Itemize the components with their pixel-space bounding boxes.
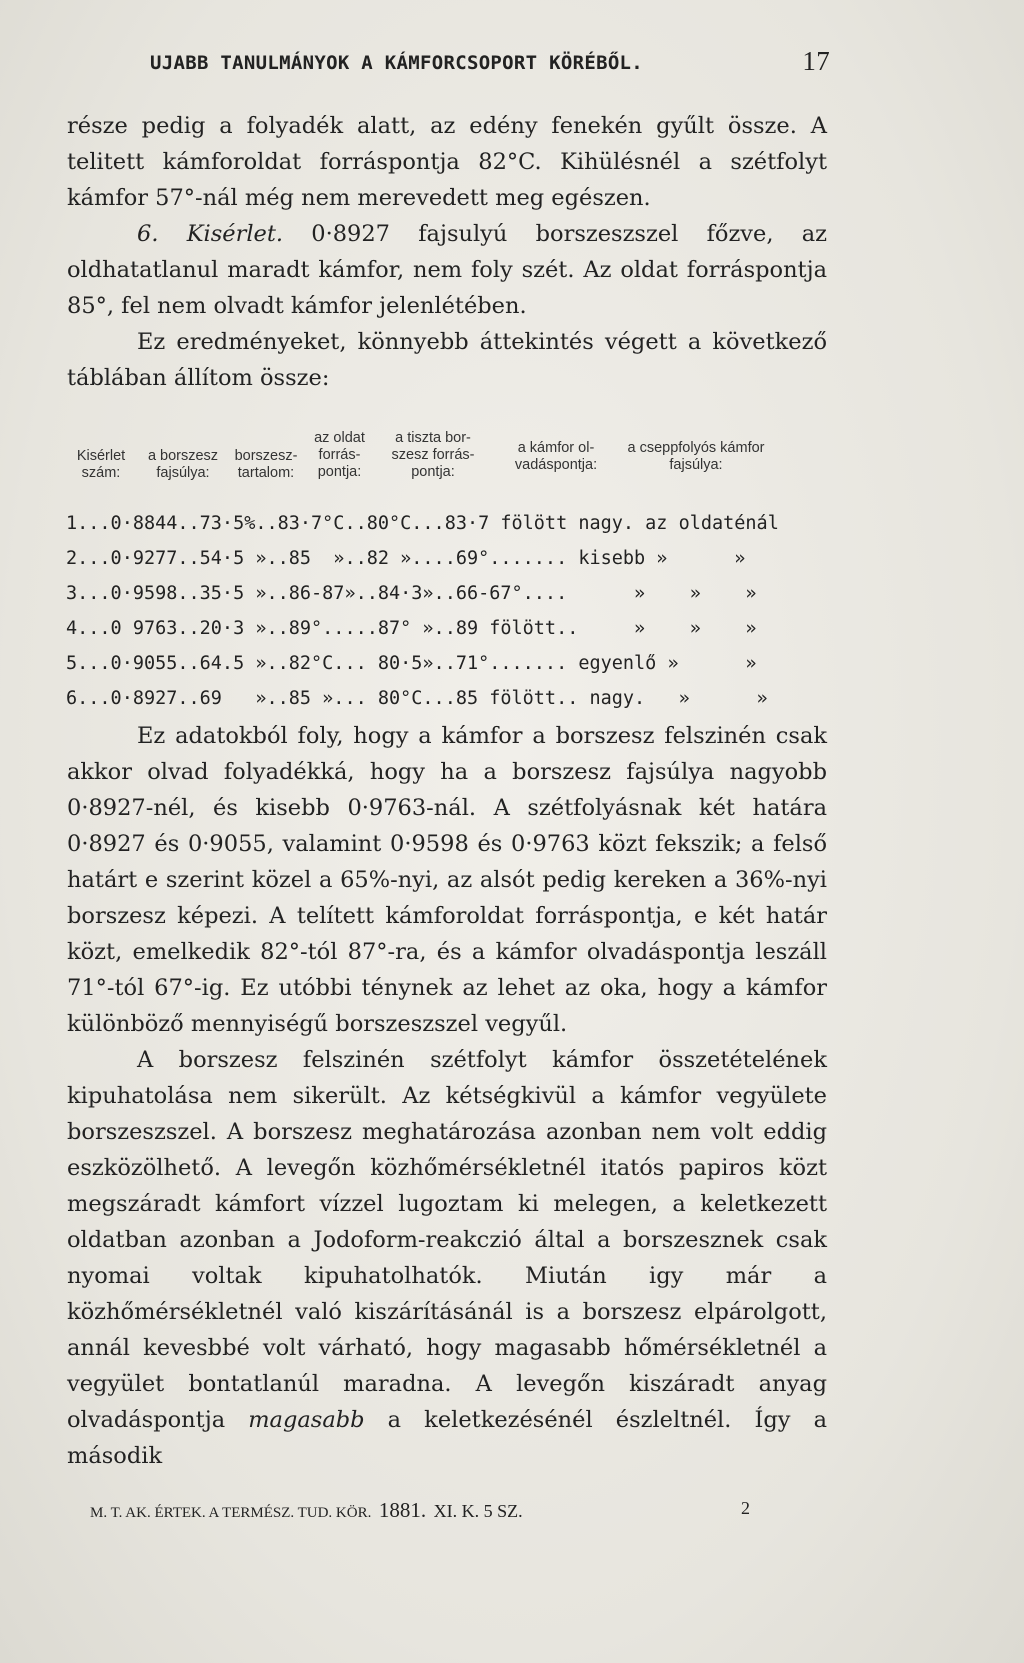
footer-year: 1881. (378, 1498, 427, 1522)
table-row: 4...0 9763..20·3 »..89°.....87° »..89 fölött.. » » » (66, 618, 757, 639)
paragraph: Ez adatokból foly, hogy a kámfor a borszesz felszinén csak akkor olvad folyadékká, hogy ha a borszesz fajsúlya nagyobb 0·8927-nél, és kisebb 0·9763-nál. A szétfolyásnak két határa 0·8927 és 0·9055, valamint 0·9598 és 0·9763 közt fekszik; a felső határt e szerint közel a 65%-nyi, az alsót pedig kereken a 36%-nyi borszesz képezi. A telített kámforoldat forráspontja, e két határ közt, emelkedik 82°-tól 87°-ra, és a kámfor olvadáspontja leszáll 71°-tól 67°-ig. Ez utóbbi ténynek az lehet az oka, hogy a kámfor különböző mennyiségű borszeszszel vegyűl. (67, 723, 827, 1037)
table-row: 1...0·8844..73·5%..83·7°C..80°C...83·7 fölött nagy. az oldaténál (66, 513, 779, 534)
paragraph: része pedig a folyadék alatt, az edény fenekén gyűlt össze. A telitett kámforoldat forráspontja 82°C. Kihülésnél a szétfolyt kámfor 57°-nál még nem merevedett meg egészen. (67, 113, 827, 211)
bottom-text (67, 718, 827, 1474)
footer-issue: XI. K. 5 SZ. (433, 1501, 523, 1521)
footer-journal: M. T. AK. ÉRTEK. A TERMÉSZ. TUD. KÖR. (90, 1505, 372, 1521)
table-header (66, 420, 846, 506)
col-header-experiment: Kisérlet szám: (76, 448, 126, 481)
experiment-text: 0·8927 fajsulyú borszeszszel főzve, az oldhatatlanul maradt kámfor, nem foly szét. Az oldat forráspontja 85°, fel nem olvadt kámfor jelenlétében. (67, 221, 827, 319)
col-header-liquid-density: a cseppfolyós kámfor fajsúlya: (627, 440, 765, 473)
footer-sheet: 2 (741, 1498, 750, 1518)
experiment-label: 6. Kisérlet. (137, 221, 284, 247)
col-header-alcohol-content: borszesz-tartalom: (234, 448, 298, 481)
experiment-6-paragraph (67, 216, 827, 324)
header-title: UJABB TANULMÁNYOK A KÁMFORCSOPORT KÖRÉBŐL. (150, 52, 644, 74)
page-number: 17 (802, 46, 830, 76)
table-row: 2...0·9277..54·5 »..85 »..82 »....69°....... kisebb » » (66, 548, 746, 569)
top-text (67, 108, 827, 396)
page-footer (90, 1498, 750, 1523)
col-header-camphor-mp: a kámfor ol-vadáspontja: (514, 440, 598, 473)
col-header-solution-bp: az oldat forrás-pontja: (314, 430, 365, 480)
results-table (66, 420, 846, 716)
table-intro: Ez eredményeket, könnyebb áttekintés végett a következő táblában állítom össze: (67, 329, 827, 391)
table-row: 5...0·9055..64.5 »..82°C... 80·5»..71°....... egyenlő » » (66, 653, 757, 674)
paragraph: A borszesz felszinén szétfolyt kámfor összetételének kipuhatolása nem sikerült. Az kétségkivül a kámfor vegyülete borszeszszel. A borszesz meghatározása azonban nem volt eddig eszközölhető. A levegőn közhőmérsékletnél itatós papiros közt megszáradt kámfort vízzel lugoztam ki melegen, a keletkezett oldatban azonban a Jodoform-reakczió által a borszesznek csak nyomai voltak kipuhatolhatók. Miután igy már a közhőmérsékletnél való kiszárításánál is a borszesz elpárolgott, annál kevesbbé volt várható, hogy magasabb hőmérsékletnél a vegyület bontatlanúl maradna. A levegőn kiszáradt anyag olvadáspontja magasabb a keletkezésénél észleltnél. Így a második (67, 1047, 828, 1469)
table-row: 6...0·8927..69 »..85 »... 80°C...85 fölött.. nagy. » » (66, 688, 768, 709)
col-header-alcohol-bp: a tiszta bor-szesz forrás-pontja: (391, 430, 475, 480)
col-header-density: a borszesz fajsúlya: (147, 448, 219, 481)
table-row: 3...0·9598..35·5 »..86-87»..84·3»..66-67°.... » » » (66, 583, 757, 604)
